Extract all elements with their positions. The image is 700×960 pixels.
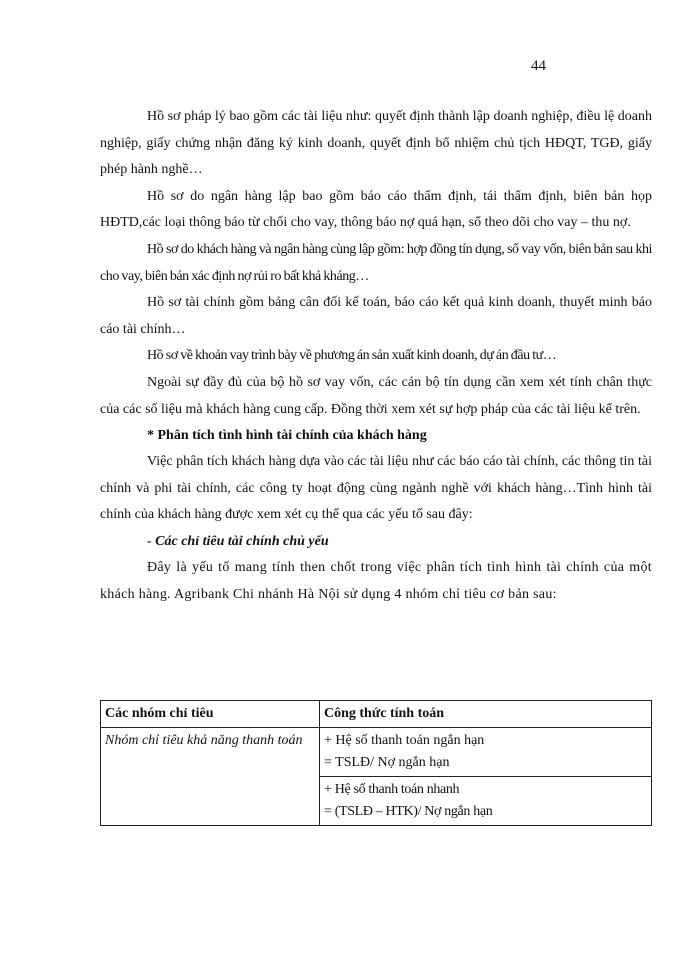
section-heading: * Phân tích tình hình tài chính của khách hàng — [147, 428, 427, 444]
formula-expression: = (TSLĐ – HTK)/ Nợ ngắn hạn — [324, 804, 493, 819]
formula-expression: = TSLĐ/ Nợ ngắn hạn — [324, 755, 450, 770]
paragraph-intro: Đây là yếu tố mang tính then chốt trong việc phân tích tình hình tài chính của một khách hàng. Agribank Chi nhánh Hà Nội sử dụng 4 nhóm chỉ tiêu cơ bản sau: — [100, 559, 652, 602]
paragraph-joint-documents: Hồ sơ do khách hàng và ngân hàng cùng lập gồm: hợp đồng tín dụng, sổ vay vốn, biên bản sau khi cho vay, biên bản xác định nợ rủi ro bất khả kháng… — [100, 241, 652, 284]
subsection-heading: - Các chỉ tiêu tài chính chủ yếu — [147, 533, 329, 549]
paragraph-financial-documents: Hồ sơ tài chính gồm bảng cân đối kế toán, báo cáo kết quả kinh doanh, thuyết minh báo cáo tài chính… — [100, 295, 652, 337]
table-cell-formula — [320, 777, 652, 826]
paragraph-bank-documents: Hồ sơ do ngân hàng lập bao gồm báo cáo thẩm định, tái thẩm định, biên bản họp HĐTD,các loại thông báo từ chối cho vay, thông báo nợ quá hạn, sổ theo dõi cho vay – thu nợ. — [100, 188, 652, 231]
paragraph-analysis: Việc phân tích khách hàng dựa vào các tài liệu như các báo cáo tài chính, các thông tin tài chính và phi tài chính, các công ty hoạt động cùng ngành nghề với khách hàng…Tình hình tài chính của khách hàng được xem xét cụ thể qua các yếu tố sau đây: — [100, 454, 652, 523]
document-body — [100, 104, 652, 608]
table-header-formula: Công thức tính toán — [320, 701, 652, 728]
paragraph-verification: Ngoài sự đầy đủ của bộ hồ sơ vay vốn, các cán bộ tín dụng cần xem xét tính chân thực của các số liệu mà khách hàng cung cấp. Đồng thời xem xét sự hợp pháp của các tài liệu kể trên. — [100, 374, 652, 417]
financial-ratio-table — [100, 700, 652, 826]
paragraph-loan-documents: Hồ sơ về khoản vay trình bày về phương án sản xuất kinh doanh, dự án đầu tư… — [147, 348, 557, 364]
table-cell-group: Nhóm chỉ tiêu khả năng thanh toán — [101, 728, 320, 826]
table-header-row — [101, 701, 652, 728]
formula-name: + Hệ số thanh toán ngắn hạn — [324, 733, 485, 748]
formula-name: + Hệ số thanh toán nhanh — [324, 782, 460, 797]
paragraph-legal-documents: Hồ sơ pháp lý bao gồm các tài liệu như: quyết định thành lập doanh nghiệp, điều lệ doanh nghiệp, giấy chứng nhận đăng ký kinh doanh, quyết định bổ nhiệm chủ tịch HĐQT, TGĐ, giấy phép hành nghề… — [100, 109, 652, 178]
table-header-group: Các nhóm chỉ tiêu — [101, 701, 320, 728]
table-row — [101, 728, 652, 777]
table-cell-formula — [320, 728, 652, 777]
page-number: 44 — [531, 58, 546, 74]
